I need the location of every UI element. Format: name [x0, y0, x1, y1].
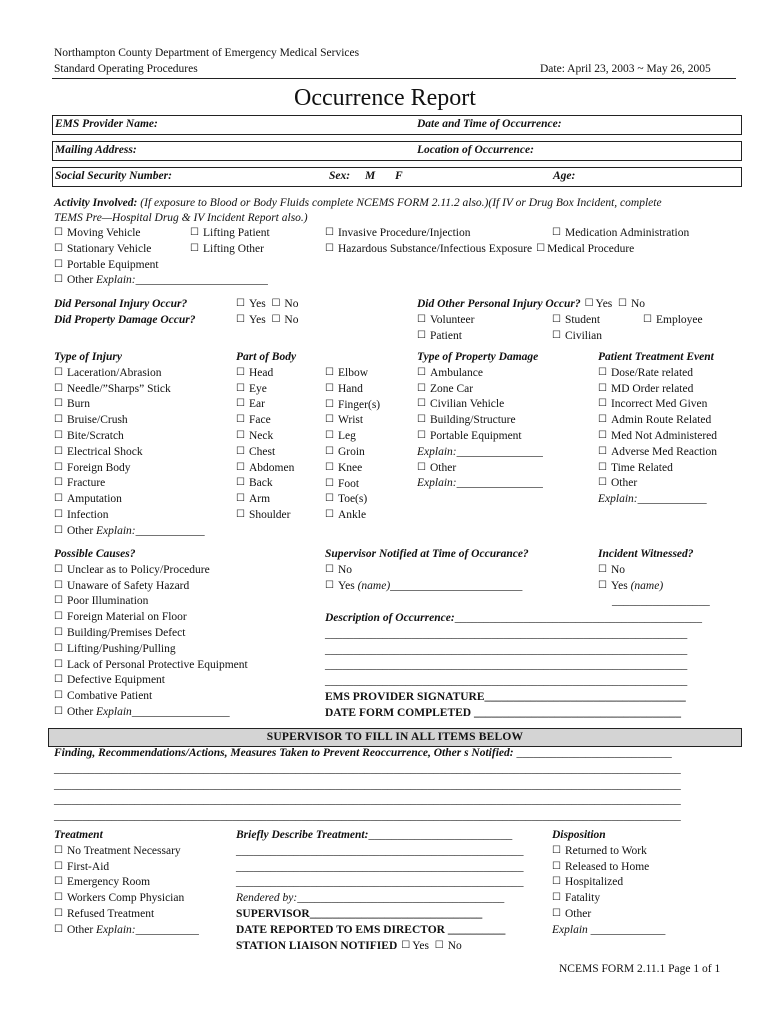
- property-option[interactable]: ☐ Civilian Vehicle: [417, 397, 543, 413]
- date-completed-label: DATE FORM COMPLETED: [325, 706, 472, 719]
- body-part-option[interactable]: ☐ Groin: [325, 445, 380, 461]
- provider-signature-row: [325, 690, 702, 706]
- other-injury-no[interactable]: ☐ No: [618, 298, 645, 310]
- cause-option[interactable]: ☐ Combative Patient: [54, 689, 248, 705]
- personal-injury-yes[interactable]: ☐ Yes: [236, 298, 266, 310]
- provider-signature-label: EMS PROVIDER SIGNATURE: [325, 690, 485, 703]
- occurrence-datetime-field[interactable]: Date and Time of Occurrence:: [417, 118, 562, 130]
- property-explain-1: Explain:: [417, 445, 457, 458]
- activity-hazardous-row: [325, 242, 634, 258]
- property-damage-yes[interactable]: ☐ Yes: [236, 314, 266, 326]
- witnessed-yes[interactable]: ☐ Yes: [598, 580, 628, 592]
- injury-other-row: [54, 524, 205, 540]
- body-part-option[interactable]: ☐ Neck: [236, 429, 296, 445]
- disposition-option[interactable]: ☐ Released to Home: [552, 860, 665, 876]
- cause-option[interactable]: ☐ Defective Equipment: [54, 673, 248, 689]
- description-line[interactable]: _______________________________________________________________: [325, 675, 688, 688]
- injury-option[interactable]: ☐ Burn: [54, 397, 205, 413]
- cause-other-row: [54, 705, 248, 721]
- sex-label: Sex:: [329, 170, 351, 182]
- treatment-event-option[interactable]: ☐ Admin Route Related: [598, 413, 717, 429]
- property-option[interactable]: ☐ Ambulance: [417, 366, 543, 382]
- brief-line[interactable]: __________________________________________________: [236, 860, 524, 873]
- witnessed-yes-row: [598, 579, 710, 595]
- other-injury-yes[interactable]: ☐ Yes: [581, 298, 613, 310]
- age-field[interactable]: Age:: [553, 170, 576, 182]
- date-reported-row: [236, 923, 524, 939]
- injury-option[interactable]: ☐ Needle/”Sharps” Stick: [54, 382, 205, 398]
- activity-stationary-vehicle[interactable]: ☐ Stationary Vehicle: [54, 242, 268, 258]
- activity-col4: [552, 226, 689, 242]
- cause-other[interactable]: ☐ Other: [54, 706, 93, 718]
- other-injury-who-2: [552, 313, 602, 345]
- body-part-option[interactable]: ☐ Wrist: [325, 413, 380, 429]
- activity-note-2: TEMS Pre—Hospital Drug & IV Incident Report also.): [54, 212, 308, 224]
- brief-row: [236, 828, 524, 844]
- finding-label: Finding, Recommendations/Actions, Measures Taken to Prevent Reoccurrence, Other s Notified:: [54, 747, 514, 759]
- injury-explain-line[interactable]: ____________: [135, 524, 205, 537]
- location-field[interactable]: Location of Occurrence:: [417, 144, 534, 156]
- activity-moving-vehicle[interactable]: ☐ Moving Vehicle: [54, 226, 268, 242]
- injury-option[interactable]: ☐ Electrical Shock: [54, 445, 205, 461]
- disposition-option[interactable]: ☐ Fatality: [552, 891, 665, 907]
- injury-option[interactable]: ☐ Amputation: [54, 492, 205, 508]
- property-explain-row-1: [417, 445, 543, 461]
- cause-option[interactable]: ☐ Lifting/Pushing/Pulling: [54, 642, 248, 658]
- body-part-option[interactable]: ☐ Ankle: [325, 508, 380, 524]
- supervisor-notified-yes[interactable]: ☐ Yes: [325, 580, 355, 592]
- treatment-event-option[interactable]: ☐ Incorrect Med Given: [598, 397, 717, 413]
- sex-m-option[interactable]: M: [365, 170, 376, 182]
- supervisor-notified-name-line[interactable]: _______________________: [390, 579, 523, 592]
- liaison-no[interactable]: ☐ No: [435, 940, 462, 952]
- description-row: [325, 611, 702, 627]
- cause-option[interactable]: ☐ Poor Illumination: [54, 594, 248, 610]
- body-part-option[interactable]: ☐ Shoulder: [236, 508, 296, 524]
- finding-line[interactable]: _____________________________________________________________________________________________________________: [54, 794, 681, 807]
- liaison-label: STATION LIAISON NOTIFIED: [236, 939, 398, 952]
- disposition-explain: Explain: [552, 923, 588, 936]
- personal-injury-q: Did Personal Injury Occur?: [54, 298, 188, 310]
- provider-signature-line[interactable]: ___________________________________: [484, 690, 686, 703]
- description-line[interactable]: _______________________________________________________________: [325, 643, 688, 656]
- finding-line[interactable]: _____________________________________________________________________________________________________________: [54, 762, 681, 775]
- other-injury-row: [417, 297, 645, 312]
- liaison-yes[interactable]: ☐ Yes: [397, 940, 429, 952]
- treatment-event-explain-row: [598, 492, 717, 508]
- possible-causes-section: [54, 547, 248, 721]
- supervisor-line[interactable]: ______________________________: [309, 907, 483, 920]
- supervisor-label: SUPERVISOR: [236, 907, 310, 920]
- date-reported-line[interactable]: __________: [447, 923, 506, 936]
- address-row: [52, 141, 742, 161]
- body-part-option[interactable]: ☐ Chest: [236, 445, 296, 461]
- witnessed-name-line[interactable]: _________________: [612, 595, 710, 608]
- treatment-section: [54, 828, 199, 939]
- rendered-label: Rendered by:: [236, 892, 298, 905]
- part-of-body-title: Part of Body: [236, 351, 297, 363]
- property-explain-2: Explain:: [417, 477, 457, 490]
- finding-line[interactable]: _____________________________________________________________________________________________________________: [54, 778, 681, 791]
- supervisor-row: [236, 907, 524, 923]
- treatment-option[interactable]: ☐ Refused Treatment: [54, 907, 199, 923]
- treatment-event-title: Patient Treatment Event: [598, 351, 714, 363]
- activity-medication[interactable]: ☐ Medication Administration: [552, 226, 689, 242]
- description-label: Description of Occurrence:: [325, 612, 455, 624]
- disposition-option[interactable]: ☐ Returned to Work: [552, 844, 665, 860]
- disposition-explain-line[interactable]: _____________: [590, 923, 666, 936]
- property-option[interactable]: ☐ Building/Structure: [417, 413, 543, 429]
- property-explain-line-2[interactable]: _______________: [456, 477, 543, 490]
- property-damage-q: Did Property Damage Occur?: [54, 313, 196, 326]
- body-part-option[interactable]: ☐ Leg: [325, 429, 380, 445]
- finding-line[interactable]: _____________________________________________________________________________________________________________: [54, 810, 681, 823]
- rendered-line[interactable]: ____________________________________: [297, 892, 505, 905]
- other-injury-employee[interactable]: ☐ Employee: [643, 313, 703, 329]
- property-explain-row-2: [417, 476, 543, 492]
- other-personal-injury-q: Did Other Personal Injury Occur?: [417, 298, 581, 310]
- activity-note-1: (If exposure to Blood or Body Fluids complete NCEMS FORM 2.11.2 also.)(If IV or Drug Box Incident, complete: [140, 197, 662, 209]
- property-explain-line-1[interactable]: _______________: [456, 445, 543, 458]
- description-line[interactable]: _______________________________________________________________: [325, 659, 688, 672]
- personal-injury-no[interactable]: ☐ No: [271, 298, 298, 310]
- disposition-option[interactable]: ☐ Hospitalized: [552, 875, 665, 891]
- description-line[interactable]: _______________________________________________________________: [325, 627, 688, 640]
- date-completed-row: [325, 706, 702, 722]
- finding-row: [54, 746, 681, 762]
- treatment-event-option[interactable]: ☐ Other: [598, 476, 717, 492]
- body-part-option[interactable]: ☐ Toe(s): [325, 492, 380, 508]
- treatment-event-option[interactable]: ☐ MD Order related: [598, 382, 717, 398]
- witnessed-title: Incident Witnessed?: [598, 548, 694, 560]
- witnessed-name: (name): [630, 579, 664, 592]
- activity-explain-line[interactable]: _______________________: [135, 274, 268, 287]
- activity-explain: Explain:: [96, 274, 136, 287]
- other-injury-student[interactable]: ☐ Student: [552, 313, 602, 329]
- treatment-explain: Explain:: [96, 923, 136, 936]
- cause-option[interactable]: ☐ Building/Premises Defect: [54, 626, 248, 642]
- treatment-option[interactable]: ☐ Workers Comp Physician: [54, 891, 199, 907]
- provider-row: [52, 115, 742, 135]
- treatment-option[interactable]: ☐ Emergency Room: [54, 875, 199, 891]
- activity-lifting-other[interactable]: ☐ Lifting Other: [190, 242, 270, 258]
- cause-option[interactable]: ☐ Lack of Personal Protective Equipment: [54, 658, 248, 674]
- supervisor-notified-section: [325, 547, 529, 594]
- treatment-event-explain-line[interactable]: ____________: [637, 493, 707, 506]
- activity-medical-procedure[interactable]: ☐ Medical Procedure: [532, 243, 634, 255]
- page-title: Occurrence Report: [294, 85, 476, 111]
- property-damage-section: [417, 350, 543, 492]
- mailing-address-field[interactable]: Mailing Address:: [55, 144, 137, 156]
- supervisor-notified-title: Supervisor Notified at Time of Occurance?: [325, 548, 529, 560]
- ssn-field[interactable]: Social Security Number:: [55, 170, 172, 182]
- other-injury-civilian[interactable]: ☐ Civilian: [552, 329, 602, 345]
- supervisor-banner: SUPERVISOR TO FILL IN ALL ITEMS BELOW: [48, 728, 742, 747]
- body-part-option[interactable]: ☐ Head: [236, 366, 296, 382]
- treatment-option[interactable]: ☐ First-Aid: [54, 860, 199, 876]
- injury-explain: Explain:: [96, 524, 136, 537]
- cause-explain: Explain: [96, 705, 132, 718]
- body-part-option[interactable]: ☐ Back: [236, 476, 296, 492]
- disposition-explain-row: [552, 923, 665, 939]
- supervisor-notified-no[interactable]: ☐ No: [325, 563, 529, 579]
- type-of-injury-title: Type of Injury: [54, 351, 122, 363]
- brief-line[interactable]: __________________________________________________: [236, 876, 524, 889]
- injury-option[interactable]: ☐ Bruise/Crush: [54, 413, 205, 429]
- body-part-option[interactable]: ☐ Elbow: [325, 366, 380, 382]
- liaison-row: [236, 939, 524, 955]
- injury-option[interactable]: ☐ Foreign Body: [54, 461, 205, 477]
- brief-line-1[interactable]: _________________________: [368, 829, 513, 841]
- provider-name-field[interactable]: EMS Provider Name:: [55, 118, 158, 130]
- activity-lifting-patient[interactable]: ☐ Lifting Patient: [190, 226, 270, 242]
- other-injury-volunteer[interactable]: ☐ Volunteer: [417, 313, 474, 329]
- injury-answers: [236, 297, 298, 329]
- treatment-event-option[interactable]: ☐ Med Not Administered: [598, 429, 717, 445]
- cause-option[interactable]: ☐ Unaware of Safety Hazard: [54, 579, 248, 595]
- header-rule: [52, 78, 736, 79]
- body-part-option[interactable]: ☐ Arm: [236, 492, 296, 508]
- treatment-event-explain: Explain:: [598, 493, 638, 506]
- activity-portable-equipment[interactable]: ☐ Portable Equipment: [54, 258, 268, 274]
- activity-note: [54, 196, 662, 211]
- other-injury-patient[interactable]: ☐ Patient: [417, 329, 474, 345]
- treatment-event-option[interactable]: ☐ Dose/Rate related: [598, 366, 717, 382]
- activity-other[interactable]: [54, 273, 268, 289]
- date-completed-line[interactable]: ____________________________________: [473, 706, 681, 719]
- body-part-option[interactable]: ☐ Knee: [325, 461, 380, 477]
- other-injury-who-1: [417, 313, 474, 345]
- treatment-other[interactable]: ☐ Other: [54, 924, 93, 936]
- possible-causes-title: Possible Causes?: [54, 548, 136, 560]
- finding-section: [54, 746, 681, 825]
- property-option[interactable]: ☐ Zone Car: [417, 382, 543, 398]
- property-damage-no[interactable]: ☐ No: [271, 314, 298, 326]
- body-part-option[interactable]: ☐ Abdomen: [236, 461, 296, 477]
- body-part-option[interactable]: ☐ Foot: [325, 477, 380, 493]
- cause-explain-line[interactable]: _________________: [131, 705, 230, 718]
- rendered-row: [236, 891, 524, 907]
- injury-option[interactable]: ☐ Laceration/Abrasion: [54, 366, 205, 382]
- disposition-title: Disposition: [552, 829, 606, 841]
- date-reported-label: DATE REPORTED TO EMS DIRECTOR: [236, 923, 445, 936]
- treatment-option[interactable]: ☐ No Treatment Necessary: [54, 844, 199, 860]
- treatment-other-row: [54, 923, 199, 939]
- body-part-option[interactable]: ☐ Ear: [236, 397, 296, 413]
- finding-line-1[interactable]: ___________________________: [516, 747, 672, 759]
- injury-option[interactable]: ☐ Infection: [54, 508, 205, 524]
- disposition-option[interactable]: ☐ Other: [552, 907, 665, 923]
- activity-col2: [190, 226, 270, 258]
- ssn-row: [52, 167, 742, 187]
- cause-option[interactable]: ☐ Unclear as to Policy/Procedure: [54, 563, 248, 579]
- brief-line[interactable]: __________________________________________________: [236, 844, 524, 857]
- property-other[interactable]: ☐ Other: [417, 461, 543, 477]
- description-line-1[interactable]: ___________________________________________: [454, 612, 702, 624]
- other-injury-who-3: [643, 313, 703, 329]
- header-date: Date: April 23, 2003 ~ May 26, 2005: [540, 63, 711, 75]
- part-of-body-section: [236, 350, 296, 524]
- sex-f-option[interactable]: F: [395, 170, 403, 182]
- injury-other[interactable]: ☐ Other: [54, 525, 93, 537]
- activity-invasive[interactable]: ☐ Invasive Procedure/Injection: [325, 226, 634, 242]
- body-part-option[interactable]: ☐ Finger(s): [325, 398, 380, 414]
- sop-label: Standard Operating Procedures: [54, 63, 198, 75]
- brief-label: Briefly Describe Treatment:: [236, 829, 369, 841]
- witnessed-no[interactable]: ☐ No: [598, 563, 710, 579]
- injury-option[interactable]: ☐ Bite/Scratch: [54, 429, 205, 445]
- type-of-injury-section: [54, 350, 205, 540]
- injury-option[interactable]: ☐ Fracture: [54, 476, 205, 492]
- witnessed-section: [598, 547, 710, 610]
- body-part-option[interactable]: ☐ Eye: [236, 382, 296, 398]
- treatment-event-option[interactable]: ☐ Adverse Med Reaction: [598, 445, 717, 461]
- cause-option[interactable]: ☐ Foreign Material on Floor: [54, 610, 248, 626]
- description-section: [325, 611, 702, 722]
- activity-hazardous[interactable]: ☐ Hazardous Substance/Infectious Exposure: [325, 243, 532, 255]
- property-option[interactable]: ☐ Portable Equipment: [417, 429, 543, 445]
- form-footer: NCEMS FORM 2.11.1 Page 1 of 1: [559, 963, 721, 975]
- injury-questions: [54, 297, 196, 329]
- supervisor-notified-name: (name): [357, 579, 391, 592]
- body-part-option[interactable]: ☐ Hand: [325, 382, 380, 398]
- body-part-option[interactable]: ☐ Face: [236, 413, 296, 429]
- activity-label: Activity Involved:: [54, 197, 138, 209]
- disposition-section: [552, 828, 665, 939]
- treatment-explain-line[interactable]: ___________: [135, 923, 199, 936]
- treatment-event-section: [598, 350, 717, 508]
- brief-treatment-section: [236, 828, 524, 954]
- activity-other-checkbox[interactable]: ☐ Other: [54, 274, 93, 286]
- treatment-title: Treatment: [54, 829, 103, 841]
- supervisor-notified-yes-row: [325, 579, 529, 595]
- part-of-body-col2: [325, 366, 380, 524]
- treatment-event-option[interactable]: ☐ Time Related: [598, 461, 717, 477]
- org-name: Northampton County Department of Emergency Medical Services: [54, 47, 360, 59]
- property-damage-title: Type of Property Damage: [417, 351, 539, 363]
